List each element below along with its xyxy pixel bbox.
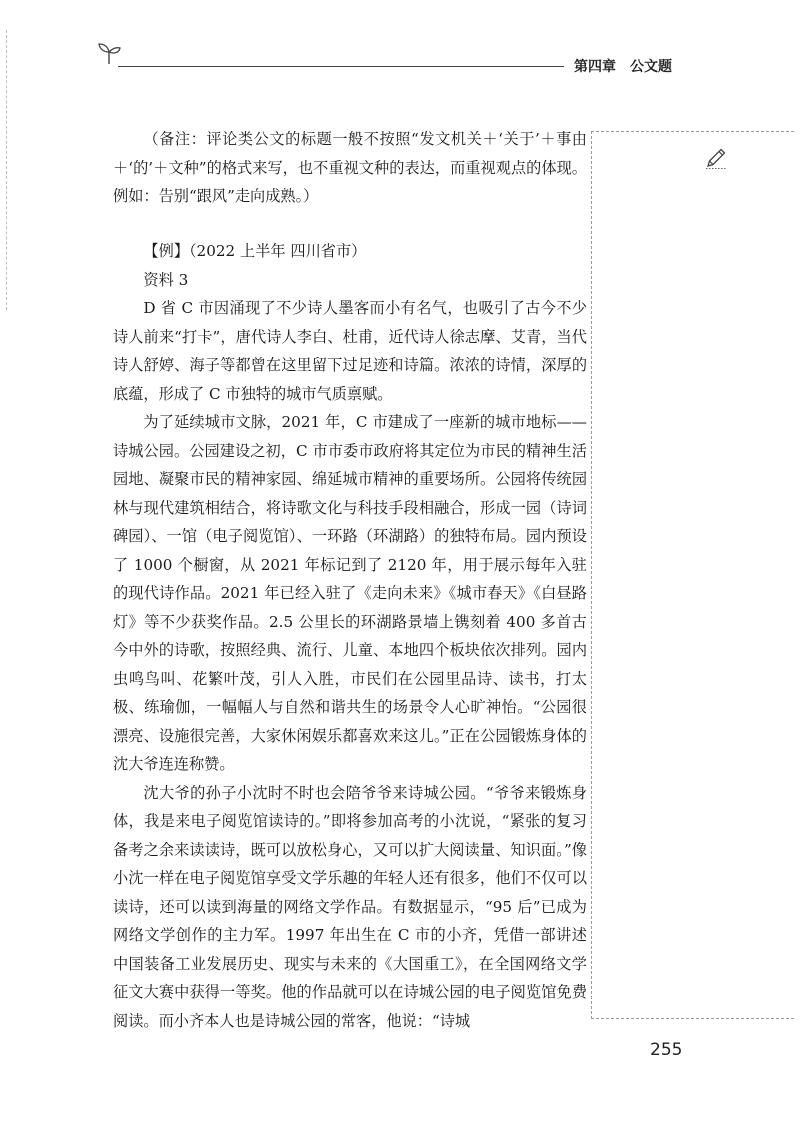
body-paragraph: 沈大爷的孙子小沈时不时也会陪爷爷来诗城公园。“爷爷来锻炼身体，我是来电子阅览馆读诗的。”即将参加高考的小沈说，“紧张的复习备考之余来读读诗，既可以放松身心，又可以扩大阅读量、知识面。”像小沈一样在电子阅览馆享受文学乐趣的年轻人还有很多，他们不仅可以读诗，还可以读到海量的网络文学作品。有数据显示，“95 后”已成为网络文学创作的主力军。1997 年出生在 C 市的小齐，凭借一部讲述中国装备工业发展历史、现实与未来的《大国重工》，在全国网络文学征文大赛中获得一等奖。他的作品就可以在诗城公园的电子阅览馆免费阅读。而小齐本人也是诗城公园的常客，他说：“诗城 bbox=[113, 783, 587, 1030]
body-paragraph: D 省 C 市因涌现了不少诗人墨客而小有名气，也吸引了古今不少诗人前来“打卡”，唐代诗人李白、杜甫，近代诗人徐志摩、艾青，当代诗人舒婷、海子等都曾在这里留下过足迹和诗篇。浓浓的诗情，深厚的底蕴，形成了 C 市独特的城市气质禀赋。 bbox=[113, 299, 587, 403]
sprout-icon bbox=[96, 40, 122, 66]
note-block bbox=[113, 125, 587, 211]
notes-margin-box bbox=[591, 131, 794, 1019]
chapter-title: 第四章 公文题 bbox=[574, 59, 672, 75]
example-heading: 【例】（2022 上半年 四川省市） bbox=[143, 242, 367, 260]
page-number: 255 bbox=[650, 1040, 683, 1060]
material-label: 资料 3 bbox=[143, 270, 189, 289]
note-paragraph: （备注：评论类公文的标题一般不按照“发文机关＋‘关于’＋事由＋‘的’＋文种”的格式来写，也不重视文种的表达，而重视观点的体现。例如：告别“跟风”走向成熟。） bbox=[113, 130, 587, 205]
binding-edge-dashes bbox=[6, 30, 7, 310]
header-rule bbox=[118, 66, 564, 67]
pencil-icon bbox=[704, 146, 728, 170]
example-block bbox=[113, 237, 587, 1035]
body-paragraph: 为了延续城市文脉，2021 年，C 市建成了一座新的城市地标——诗城公园。公园建设之初，C 市市委市政府将其定位为市民的精神生活园地、凝聚市民的精神家园、绵延城市精神的重要场所。公园将传统园林与现代建筑相结合，将诗歌文化与科技手段相融合，形成一园（诗词碑园）、一馆（电子阅览馆）、一环路（环湖路）的独特布局。园内预设了 1000 个橱窗，从 2021 年标记到了 2120 年，用于展示每年入驻的现代诗作品。2021 年已经入驻了《走向未来》《城市春天》《白昼路灯》等不少获奖作品。2.5 公里长的环湖路景墙上镌刻着 400 多首古今中外的诗歌，按照经典、流行、儿童、本地四个板块依次排列。园内虫鸣鸟叫、花繁叶茂，引人入胜，市民们在公园里品诗、读书，打太极、练瑜伽，一幅幅人与自然和谐共生的场景令人心旷神怡。“公园很漂亮、设施很完善，大家休闲娱乐都喜欢来这儿。”正在公园锻炼身体的沈大爷连连称赞。 bbox=[113, 413, 587, 773]
